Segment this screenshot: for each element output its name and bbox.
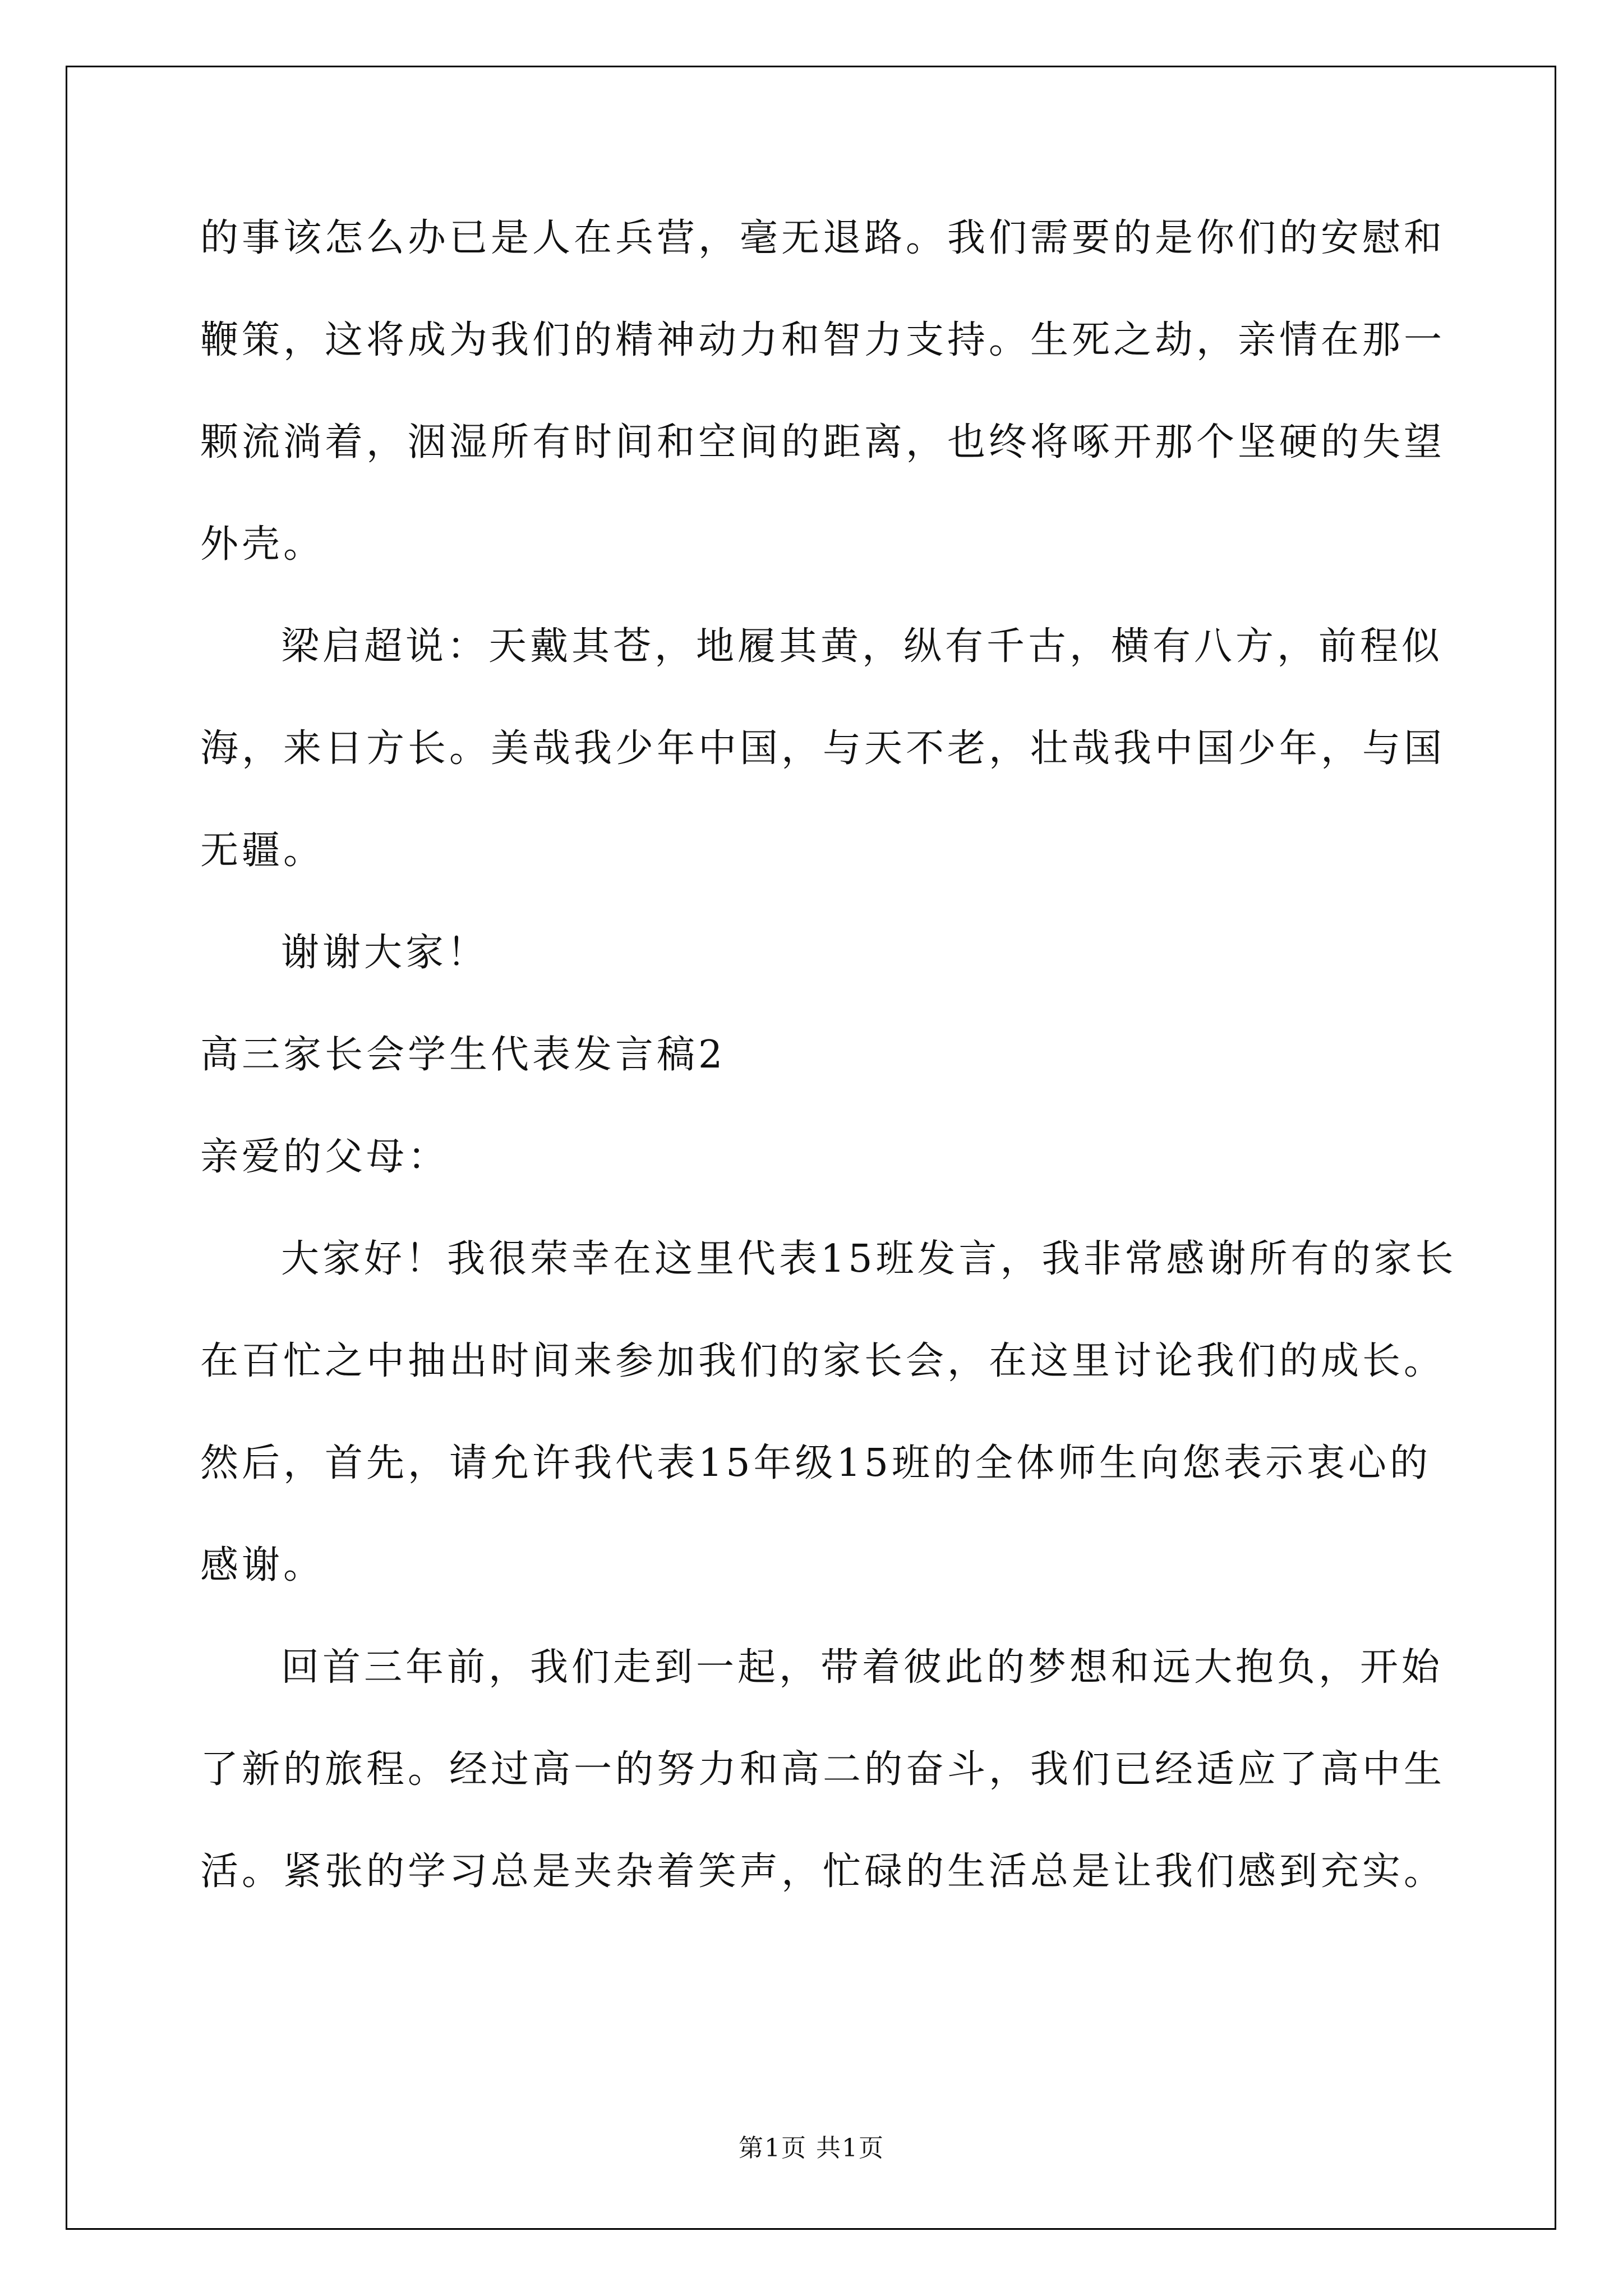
salutation: 亲爱的父母： bbox=[200, 1135, 450, 1179]
body-line: 梁启超说：天戴其苍，地履其黄，纵有千古，横有八方，前程似 bbox=[281, 624, 1444, 669]
body-line: 然后，首先，请允许我代表15年级15班的全体师生向您表示衷心的 bbox=[200, 1441, 1432, 1485]
body-line: 感谢。 bbox=[200, 1543, 325, 1588]
body-line: 外壳。 bbox=[200, 522, 325, 567]
body-line: 在百忙之中抽出时间来参加我们的家长会，在这里讨论我们的成长。 bbox=[200, 1339, 1446, 1383]
page-footer: 第1页 共1页 bbox=[739, 2134, 884, 2162]
body-line: 海，来日方长。美哉我少年中国，与天不老，壮哉我中国少年，与国 bbox=[200, 726, 1446, 771]
section-title: 高三家长会学生代表发言稿2 bbox=[200, 1033, 726, 1077]
body-line: 鞭策，这将成为我们的精神动力和智力支持。生死之劫，亲情在那一 bbox=[200, 318, 1446, 362]
body-line: 回首三年前，我们走到一起，带着彼此的梦想和远大抱负，开始 bbox=[281, 1645, 1444, 1690]
body-line: 无疆。 bbox=[200, 829, 325, 873]
body-line: 颗流淌着，洇湿所有时间和空间的距离，也终将啄开那个坚硬的失望 bbox=[200, 420, 1446, 464]
body-line: 了新的旅程。经过高一的努力和高二的奋斗，我们已经适应了高中生 bbox=[200, 1747, 1446, 1792]
body-line: 的事该怎么办已是人在兵营，毫无退路。我们需要的是你们的安慰和 bbox=[200, 216, 1446, 260]
body-line: 大家好！我很荣幸在这里代表15班发言，我非常感谢所有的家长 bbox=[281, 1237, 1457, 1281]
closing-line: 谢谢大家！ bbox=[281, 931, 489, 975]
body-line: 活。紧张的学习总是夹杂着笑声，忙碌的生活总是让我们感到充实。 bbox=[200, 1849, 1446, 1894]
